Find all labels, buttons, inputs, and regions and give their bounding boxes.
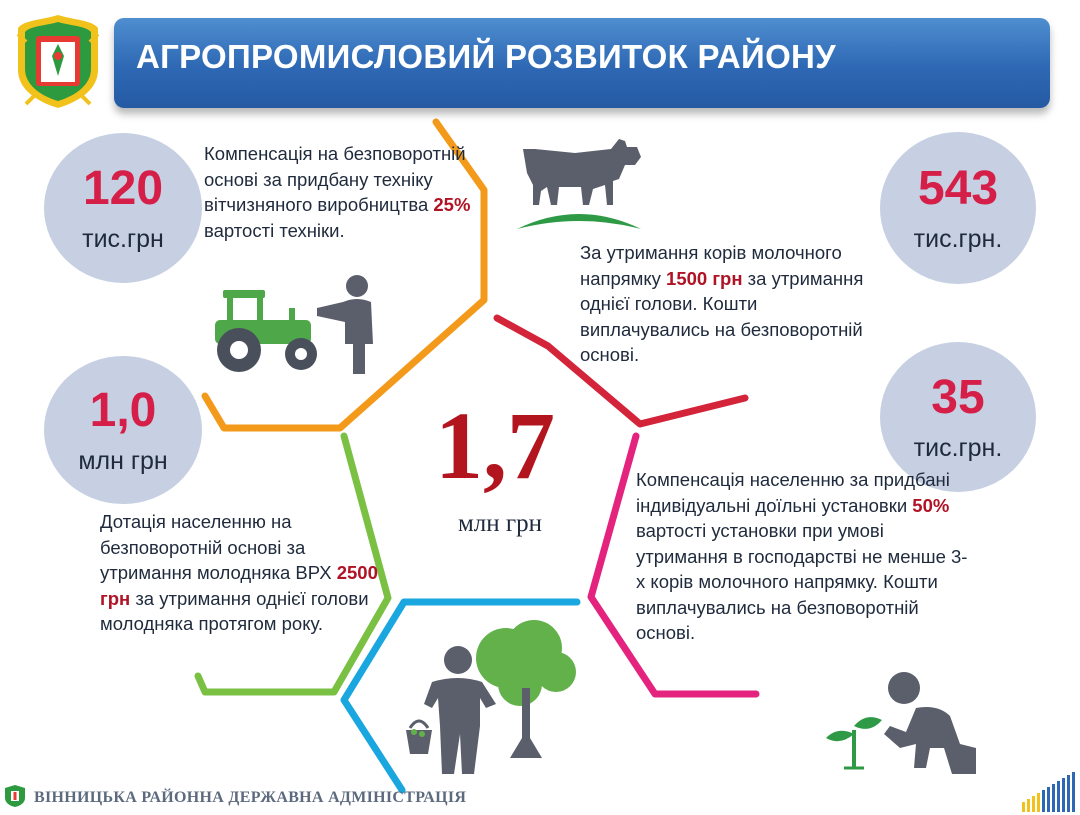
description-text: вартості установки при умові утримання в господарстві не менше 3-х корів молочного напрямку. Кошти виплачувались на безповоротній основі. xyxy=(636,520,968,643)
planting-person-icon xyxy=(820,668,980,778)
stat-unit: тис.грн. xyxy=(913,433,1003,462)
stat-unit: тис.грн xyxy=(82,224,164,253)
description-text: Компенсація на безповоротній основі за придбану техніку вітчизняного виробництва xyxy=(204,143,466,215)
total-value: 1,7 xyxy=(435,392,555,499)
description-text: За утримання корів молочного напрямку xyxy=(580,242,842,289)
stat-circle-tl xyxy=(44,133,202,283)
description-tr xyxy=(580,240,880,368)
description-text: за утримання однієї голови молодняка протягом року. xyxy=(100,587,369,634)
total-unit: млн грн xyxy=(457,510,543,537)
stat-circle-bl xyxy=(44,356,202,504)
footer-org-name: ВІННИЦЬКА РАЙОННА ДЕРЖАВНА АДМІНІСТРАЦІЯ xyxy=(34,789,467,806)
stat-value: 1,0 xyxy=(89,383,157,437)
description-highlight: 50% xyxy=(912,494,950,516)
stat-unit: млн грн xyxy=(78,446,168,475)
description-text: за утримання однієї голови. Кошти виплачувались на безповоротній основі. xyxy=(580,267,864,365)
footer-bars-icon xyxy=(1020,772,1078,812)
stat-value: 35 xyxy=(931,370,985,424)
description-text: Дотація населенню на безповоротній основі за утримання молодняка ВРХ xyxy=(100,511,332,583)
stat-unit: тис.грн. xyxy=(913,224,1003,253)
stat-value: 120 xyxy=(82,161,164,215)
tree-farmer-icon xyxy=(402,608,578,776)
description-text: Компенсація населенню за придбані індивідуальні доїльні установки xyxy=(636,469,950,516)
description-tl xyxy=(204,141,479,243)
description-highlight: 25% xyxy=(433,194,471,215)
description-highlight: 2500 грн xyxy=(100,562,378,609)
description-highlight: 1500 грн xyxy=(666,267,743,289)
footer-emblem-icon xyxy=(4,784,26,808)
page-title: АГРОПРОМИСЛОВИЙ РОЗВИТОК РАЙОНУ xyxy=(136,38,836,75)
description-text: вартості техніки. xyxy=(204,219,345,241)
stat-value: 543 xyxy=(917,161,999,215)
cow-icon xyxy=(515,125,645,235)
description-br xyxy=(636,467,976,646)
coat-of-arms-icon xyxy=(14,12,102,110)
description-bl xyxy=(100,509,390,637)
tractor-farmer-icon xyxy=(205,270,385,380)
stat-circle-tr xyxy=(880,132,1036,284)
